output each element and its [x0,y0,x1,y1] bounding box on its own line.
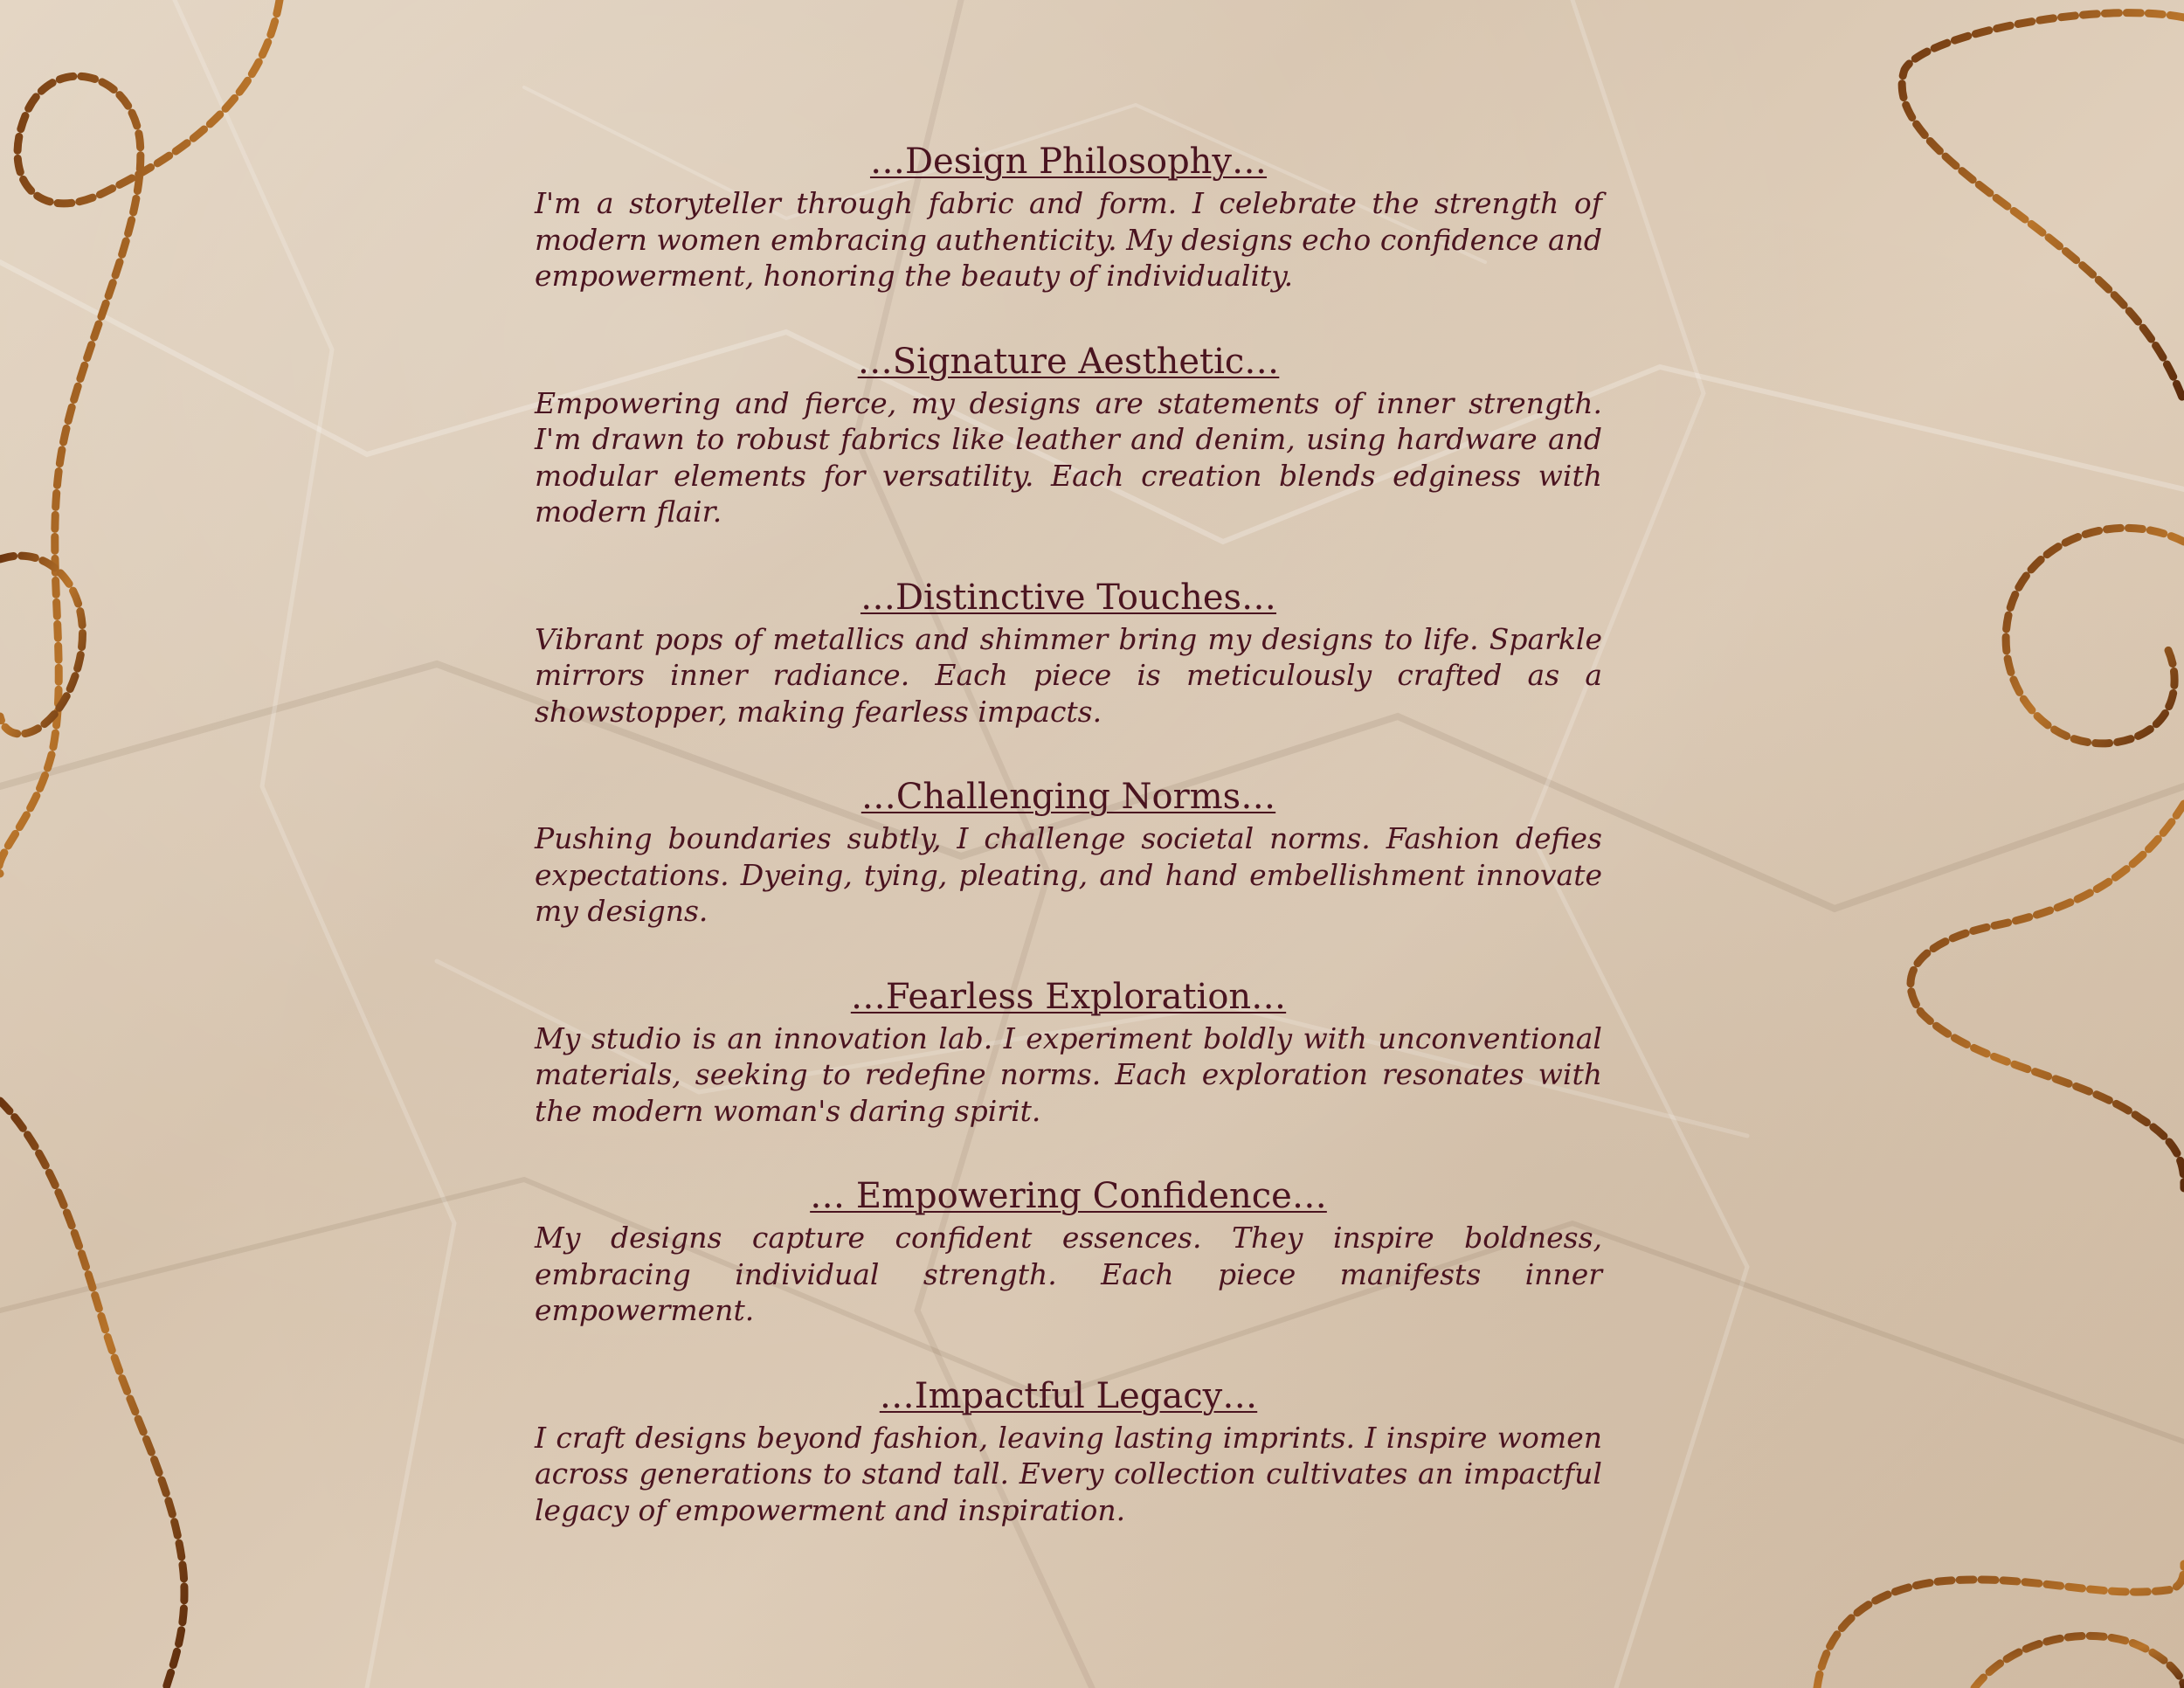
section-title: …Design Philosophy… [869,142,1268,182]
section-signature-aesthetic [535,340,1602,530]
section-body: Vibrant pops of metallics and shimmer bring my designs to life. Sparkle mirrors inner radiance. Each piece is meticulously crafted as a showstopper, making fearless impacts. [535,621,1602,729]
section-title: …Distinctive Touches… [860,577,1277,618]
section-fearless-exploration [535,975,1602,1130]
section-title: … Empowering Confidence… [810,1176,1327,1216]
chain-right-top [1902,13,2184,402]
chain-right-bottom [1817,1564,2184,1688]
section-challenging-norms [535,775,1602,930]
section-design-philosophy [535,140,1602,294]
section-title: …Challenging Norms… [860,777,1276,817]
chain-left-top [0,0,280,874]
section-body: I'm a storyteller through fabric and form. I celebrate the strength of modern women embracing authenticity. My designs echo confidence and empowerment, honoring the beauty of individuality. [535,186,1602,293]
section-body: I craft designs beyond fashion, leaving lasting imprints. I inspire women across generations to stand tall. Every collection cultivates an impactful legacy of empowerment and inspiration. [535,1420,1602,1527]
section-empowering-confidence [535,1174,1602,1329]
chain-left-bottom [0,1101,184,1688]
section-distinctive-touches [535,576,1602,730]
section-body: Empowering and fierce, my designs are statements of inner strength. I'm drawn to robust fabrics like leather and denim, using hardware and modular elements for versatility. Each creation blends edginess with modern flair. [535,385,1602,529]
section-impactful-legacy [535,1374,1602,1529]
section-title: …Fearless Exploration… [850,976,1287,1017]
main-content [535,140,1602,1574]
section-title: …Impactful Legacy… [879,1375,1258,1416]
section-body: My studio is an innovation lab. I experiment boldly with unconventional materials, seeking to redefine norms. Each exploration resonates with the modern woman's daring spirit. [535,1020,1602,1128]
section-body: My designs capture confident essences. They inspire boldness, embracing individual strength. Each piece manifests inner empowerment. [535,1221,1602,1327]
chain-right-loop [2006,528,2184,744]
section-title: …Signature Aesthetic… [857,341,1280,382]
section-body: Pushing boundaries subtly, I challenge societal norms. Fashion defies expectations. Dyeing, tying, pleating, and hand embellishment innovate my designs. [535,821,1602,928]
